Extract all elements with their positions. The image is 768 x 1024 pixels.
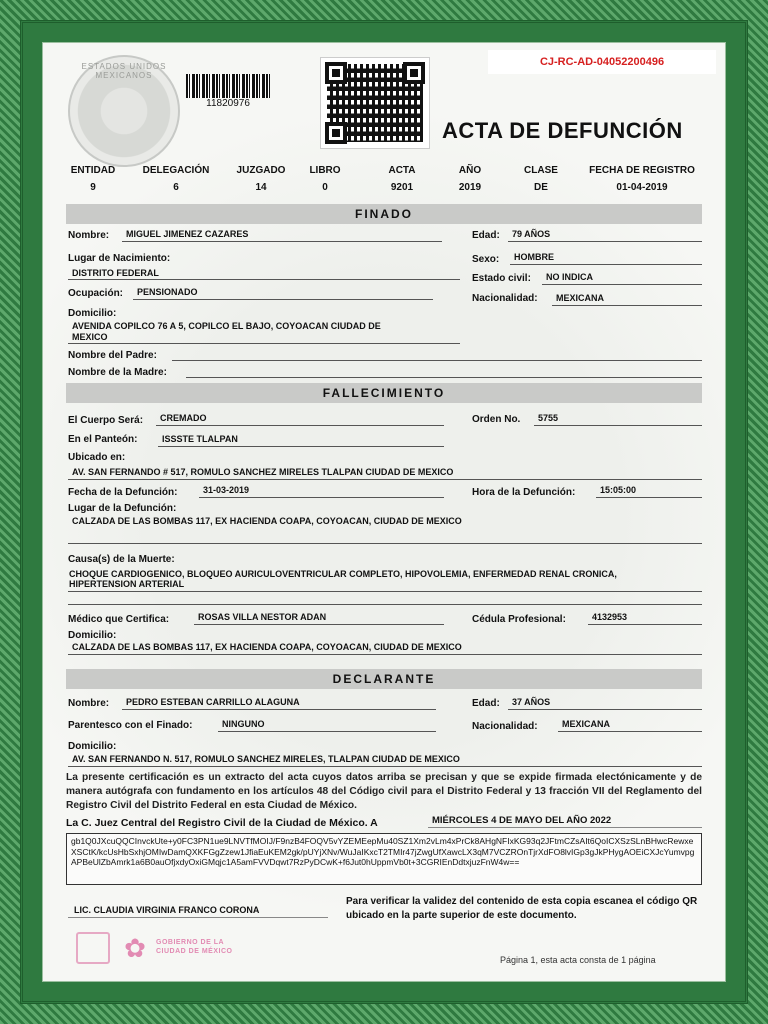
finado-sexo: HOMBRE [514, 252, 554, 262]
fecha-defuncion-value: 31-03-2019 [203, 485, 250, 495]
page-number-footer: Página 1, esta acta consta de 1 página [500, 955, 656, 965]
declarante-nombre-label: Nombre: [68, 698, 110, 709]
field-line [194, 624, 444, 625]
field-line [428, 827, 702, 828]
declarante-edad: 37 AÑOS [512, 697, 551, 707]
gobierno-logo-text [156, 938, 232, 956]
causas-line2: HIPERTENSION ARTERIAL [69, 579, 185, 589]
finado-madre-label: Nombre de la Madre: [68, 367, 167, 378]
orden-value: 5755 [538, 413, 559, 423]
folio-code: CJ-RC-AD-04052200496 [488, 50, 716, 74]
header-label-libro: LIBRO [309, 165, 341, 176]
lugar-defuncion-label: Lugar de la Defunción: [68, 503, 177, 514]
declarante-edad-label: Edad: [472, 698, 500, 709]
field-line [122, 241, 442, 242]
hora-defuncion-label: Hora de la Defunción: [472, 487, 576, 498]
header-label-clase: CLASE [524, 165, 558, 176]
section-fallecimiento: FALLECIMIENTO [66, 383, 702, 403]
finado-nombre-label: Nombre: [68, 230, 110, 241]
declarante-nombre: PEDRO ESTEBAN CARRILLO ALAGUNA [126, 697, 300, 707]
field-line [542, 284, 702, 285]
field-line [133, 299, 433, 300]
header-value-fecha-registro: 01-04-2019 [616, 182, 668, 193]
medico-domicilio-value: CALZADA DE LAS BOMBAS 117, EX HACIENDA COAPA, COYOACAN, CIUDAD DE MEXICO [72, 642, 462, 652]
fecha-expedicion: MIÉRCOLES 4 DE MAYO DEL AÑO 2022 [432, 815, 612, 826]
field-line [156, 425, 444, 426]
header-value-ano: 2019 [458, 182, 482, 193]
finado-sexo-label: Sexo: [472, 254, 500, 265]
field-line [68, 479, 702, 480]
parentesco-label: Parentesco con el Finado: [68, 720, 193, 731]
government-logos [76, 932, 246, 968]
field-line [218, 731, 436, 732]
ubicado-value: AV. SAN FERNANDO # 517, ROMULO SANCHEZ MIRELES TLALPAN CIUDAD DE MEXICO [72, 467, 454, 477]
header-label-juzgado: JUZGADO [236, 165, 286, 176]
finado-edad: 79 AÑOS [512, 229, 551, 239]
gobierno-text-line2: CIUDAD DE MÉXICO [156, 948, 233, 955]
finado-domicilio-line2: MEXICO [72, 332, 108, 342]
header-value-clase: DE [534, 182, 548, 193]
field-line [508, 241, 702, 242]
field-line [68, 766, 702, 767]
header-label-entidad: ENTIDAD [70, 165, 116, 176]
cuerpo-value: CREMADO [160, 413, 207, 423]
finado-edad-label: Edad: [472, 230, 500, 241]
field-line [588, 624, 702, 625]
header-value-entidad: 9 [90, 182, 96, 193]
document-title: ACTA DE DEFUNCIÓN [442, 118, 683, 143]
finado-ocupacion-label: Ocupación: [68, 288, 124, 299]
medico-label: Médico que Certifica: [68, 614, 170, 625]
signer-name: LIC. CLAUDIA VIRGINIA FRANCO CORONA [74, 905, 260, 915]
section-finado: FINADO [66, 204, 702, 224]
cedula-value: 4132953 [592, 612, 628, 622]
finado-ocupacion: PENSIONADO [137, 287, 198, 297]
medico-domicilio-label: Domicilio: [68, 630, 117, 641]
header-value-libro: 0 [322, 182, 328, 193]
signature-line [68, 917, 328, 918]
field-line [68, 604, 702, 605]
header-label-acta: ACTA [388, 165, 416, 176]
finado-nacionalidad: MEXICANA [556, 293, 605, 303]
cuerpo-label: El Cuerpo Será: [68, 415, 144, 426]
finado-domicilio-line1: AVENIDA COPILCO 76 A 5, COPILCO EL BAJO, COYOACAN CIUDAD DE [72, 321, 381, 331]
qr-code[interactable] [321, 58, 429, 148]
field-line [552, 305, 702, 306]
field-line [68, 343, 460, 344]
orden-label: Orden No. [472, 414, 521, 425]
declarante-nacionalidad-label: Nacionalidad: [472, 721, 538, 732]
panteon-label: En el Panteón: [68, 434, 138, 445]
gobierno-text-line1: GOBIERNO DE LA [156, 939, 225, 946]
causas-line1: CHOQUE CARDIOGENICO, BLOQUEO AURICULOVENTRICULAR COMPLETO, HIPOVOLEMIA, ENFERMEDAD RENAL CRONICA, [69, 569, 617, 579]
field-line [172, 360, 702, 361]
finado-domicilio-label: Domicilio: [68, 308, 117, 319]
header-value-delegacion: 6 [173, 182, 179, 193]
barcode [186, 74, 270, 98]
header-label-delegacion: DELEGACIÓN [142, 165, 210, 176]
lugar-defuncion-value: CALZADA DE LAS BOMBAS 117, EX HACIENDA COAPA, COYOACAN, CIUDAD DE MEXICO [72, 516, 462, 526]
field-line [596, 497, 702, 498]
finado-nombre: MIGUEL JIMENEZ CAZARES [126, 229, 249, 239]
finado-nacionalidad-label: Nacionalidad: [472, 293, 538, 304]
field-line [158, 446, 444, 447]
finado-estado-civil: NO INDICA [546, 272, 593, 282]
field-line [68, 654, 702, 655]
field-line [534, 425, 702, 426]
causas-label: Causa(s) de la Muerte: [68, 554, 175, 565]
finado-padre-label: Nombre del Padre: [68, 350, 157, 361]
panteon-value: ISSSTE TLALPAN [162, 434, 238, 444]
barcode-number: 11820976 [206, 98, 250, 109]
fecha-defuncion-label: Fecha de la Defunción: [68, 487, 178, 498]
seal-text: ESTADOS UNIDOS MEXICANOS [81, 62, 167, 80]
electronic-signature-hash: gb1Q0JXcuQQCInvckUte+y0FC3PN1ue9LNVTfMOIJ/F9nzB4FOQV5vYZEMEepMu40SZ1Xm2vLm4xPrCk8AHgNFIxKG93q2JFtmCZsAIt6QoICXSzSLnBHwcRewxeXSCtK/kcUsHbSxhjOMIwDamQXKFGgZzew1JfiaEuKEM2gk/pUYjXNv/WuJaIKxcT2TMIr47jZwgUfXawcLX3qM7VCZROnTjrXdFO8lvIGp3gJkPHygAOEiCXJcYumvpgAPBeUlZbAmrk1a6B0auOfjxdyOxiGMqjc1A5amFVVDqwt7RzPyDCwK+f6Jut0hUppmVb0t+3CGRIEnDdtxjuzFnW4w== [66, 833, 702, 885]
field-line [199, 497, 444, 498]
cdmx-shield-icon [76, 932, 110, 964]
header-value-acta: 9201 [390, 182, 414, 193]
field-line [186, 377, 702, 378]
field-line [558, 731, 702, 732]
cdmx-flower-icon: ✿ [124, 933, 146, 963]
ubicado-label: Ubicado en: [68, 452, 126, 463]
field-line [510, 264, 702, 265]
medico-value: ROSAS VILLA NESTOR ADAN [198, 612, 327, 622]
header-value-juzgado: 14 [255, 182, 267, 193]
hora-defuncion-value: 15:05:00 [600, 485, 637, 495]
cedula-label: Cédula Profesional: [472, 614, 566, 625]
verify-instructions: Para verificar la validez del contenido de esta copia escanea el código QR ubicado en la parte superior de este documento. [346, 896, 698, 921]
parentesco-value: NINGUNO [222, 719, 265, 729]
declarante-domicilio: AV. SAN FERNANDO N. 517, ROMULO SANCHEZ MIRELES, TLALPAN CIUDAD DE MEXICO [72, 754, 460, 764]
certification-paragraph: La presente certificación es un extracto del acta cuyos datos arriba se precisan y que se expide firmada electónicamente y de manera autógrafa con fundamento en los artículos 48 del Código civil para el Distrito Federal y 13 fracción VII del Reglamento del Registro Civil del Distrito Federal en esta Ciudad de México. [66, 772, 702, 811]
declarante-domicilio-label: Domicilio: [68, 741, 117, 752]
juez-text: La C. Juez Central del Registro Civil de la Ciudad de México. A [66, 817, 378, 829]
section-declarante: DECLARANTE [66, 669, 702, 689]
field-line [508, 709, 702, 710]
header-label-fecha-registro: FECHA DE REGISTRO [589, 165, 695, 176]
finado-estado-civil-label: Estado civil: [472, 273, 531, 284]
declarante-nacionalidad: MEXICANA [562, 719, 611, 729]
field-line [68, 591, 702, 592]
finado-lugar-nac: DISTRITO FEDERAL [72, 268, 159, 278]
header-label-ano: AÑO [458, 165, 482, 176]
finado-lugar-nac-label: Lugar de Nacimiento: [68, 253, 171, 264]
field-line [68, 543, 702, 544]
field-line [122, 709, 436, 710]
field-line [68, 279, 460, 280]
